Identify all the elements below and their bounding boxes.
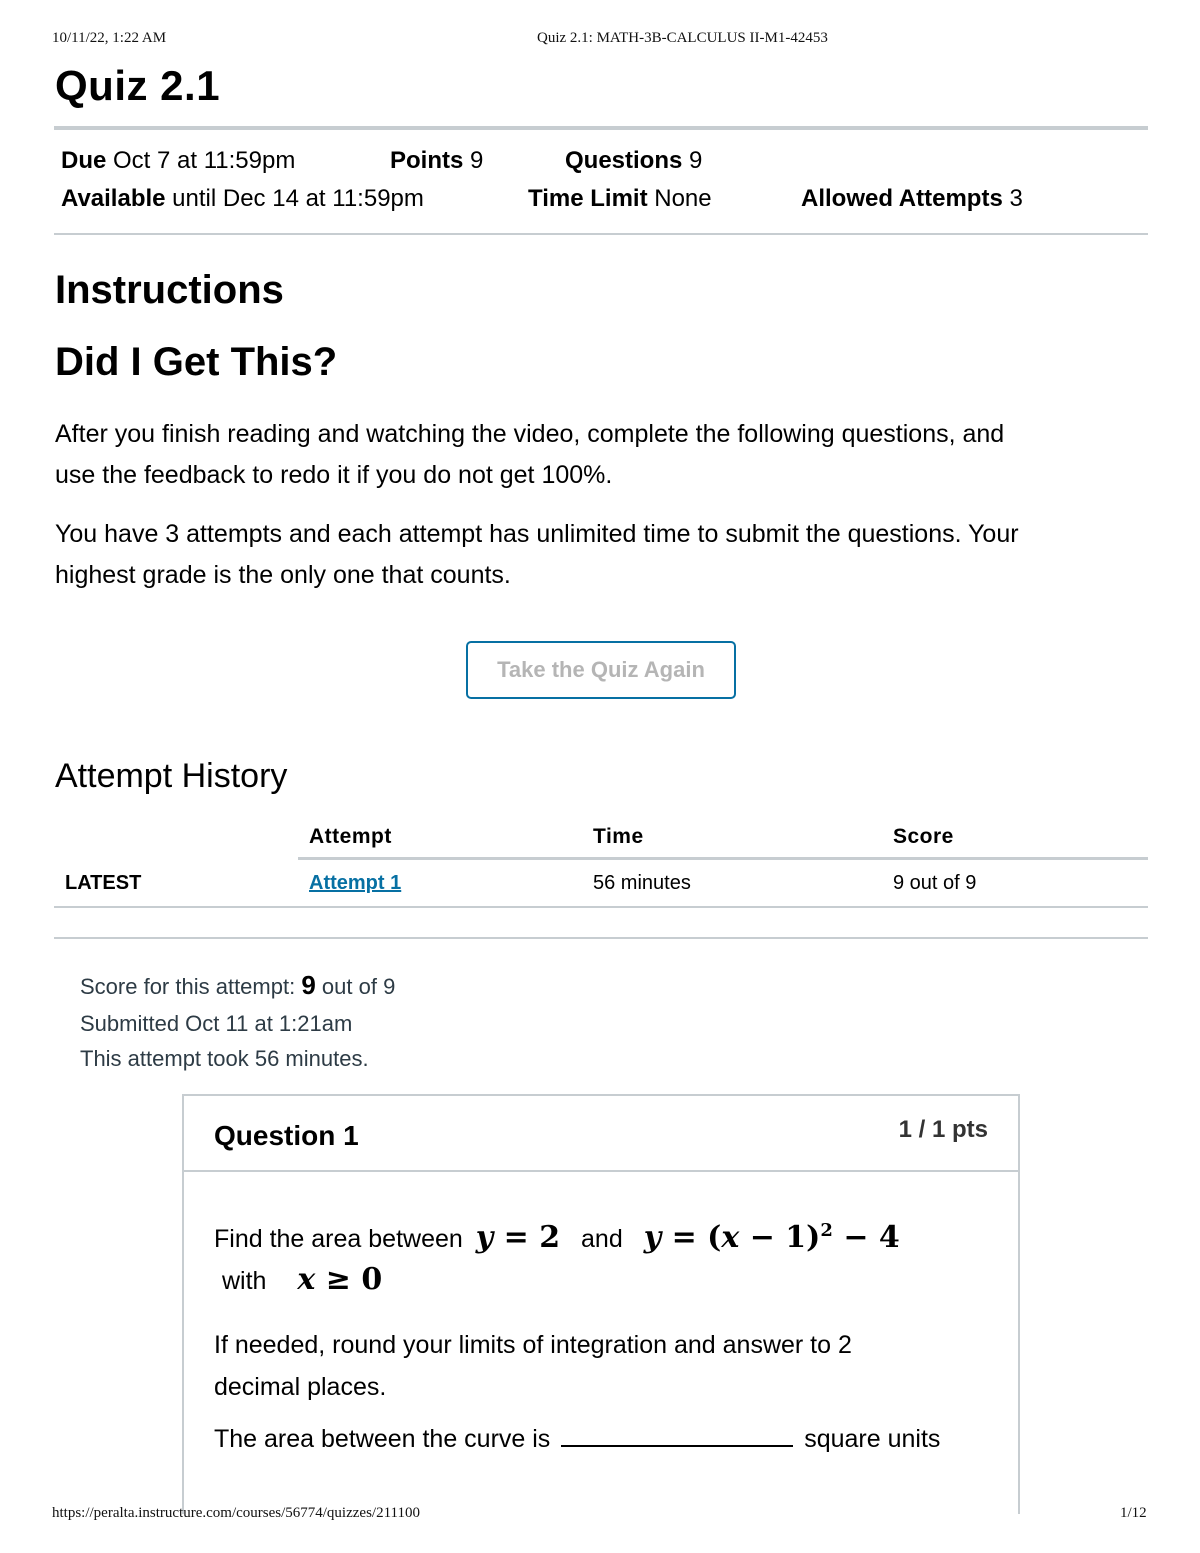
equation-x-nonnegative: x ≥ 0 [297,1262,383,1297]
print-page-title: Quiz 2.1: MATH-3B-CALCULUS II-M1-42453 [537,30,828,46]
question-1-card [182,1094,1020,1514]
attempt-1-link[interactable]: Attempt 1 [309,872,402,894]
prompt-with: with [222,1267,267,1295]
attempt-duration: This attempt took 56 minutes. [80,1046,369,1071]
table-header-divider [298,857,1148,860]
time-limit-value: None [654,185,712,212]
attempts-info [801,185,1023,213]
print-datetime: 10/11/22, 1:22 AM [52,30,167,46]
question-1-condition [222,1262,382,1297]
points-value: 9 [470,147,484,174]
attempt-time: 56 minutes [593,872,691,894]
instructions-p1-line2: use the feedback to redo it if you do not get 100%. [55,461,613,489]
print-url: https://peralta.instructure.com/courses/56774/quizzes/211100 [52,1505,420,1521]
score-prefix: Score for this attempt: [80,974,296,999]
available-info [61,185,424,213]
questions-value: 9 [689,147,703,174]
prompt-and: and [581,1225,623,1253]
answer-blank[interactable] [561,1425,793,1447]
latest-label: LATEST [65,872,142,894]
section-divider [54,937,1148,939]
equation-parabola: $y = (x - 1)^2 - 4$ [643,1220,900,1255]
question-1-header [184,1096,1018,1172]
equation-y-equals-2: y = 2 [475,1220,561,1255]
column-header-time: Time [593,825,644,848]
title-divider [54,126,1148,130]
questions-label: Questions [565,147,683,174]
instructions-p2-line1: You have 3 attempts and each attempt has unlimited time to submit the questions. Your [55,520,1019,548]
attempt-score: 9 out of 9 [893,872,977,894]
time-limit-label: Time Limit [528,185,648,212]
table-bottom-divider [54,906,1148,908]
points-info [390,147,483,175]
score-value: 9 [301,970,316,1000]
question-1-answer-line [214,1425,940,1454]
score-suffix: out of 9 [321,974,396,999]
available-label: Available [61,185,166,212]
answer-prefix: The area between the curve is [214,1425,551,1453]
submitted-time: Submitted Oct 11 at 1:21am [80,1011,353,1036]
available-value: until Dec 14 at 11:59pm [172,185,424,212]
attempts-value: 3 [1009,185,1023,212]
due-value: Oct 7 at 11:59pm [113,147,296,174]
due-info [61,147,295,175]
time-limit-info [528,185,712,213]
instruction-line-1: If needed, round your limits of integration and answer to 2 [214,1331,852,1359]
attempt-history-heading: Attempt History [55,757,288,795]
attempt-score-summary [80,970,395,1001]
question-1-title: Question 1 [214,1120,359,1151]
prompt-prefix: Find the area between [214,1225,463,1253]
instructions-paragraph-1 [55,414,1145,496]
meta-divider [54,233,1148,235]
column-header-score: Score [893,825,954,848]
print-page-number: 1/12 [1120,1505,1147,1521]
instructions-p1-line1: After you finish reading and watching the video, complete the following questions, and [55,420,1005,448]
instructions-paragraph-2 [55,514,1145,596]
take-quiz-again-button[interactable]: Take the Quiz Again [466,641,736,699]
points-label: Points [390,147,464,174]
questions-info [565,147,702,175]
attempts-label: Allowed Attempts [801,185,1003,212]
page-title: Quiz 2.1 [55,62,221,109]
due-label: Due [61,147,107,174]
column-header-attempt: Attempt [309,825,392,848]
instructions-subheading: Did I Get This? [55,340,338,384]
instructions-p2-line2: highest grade is the only one that counts. [55,561,511,589]
question-1-prompt [214,1220,900,1255]
answer-suffix: square units [804,1425,941,1453]
instruction-line-2: decimal places. [214,1373,387,1401]
question-1-instructions [214,1324,852,1408]
question-1-points: 1 / 1 pts [898,1116,988,1143]
instructions-heading: Instructions [55,268,284,312]
